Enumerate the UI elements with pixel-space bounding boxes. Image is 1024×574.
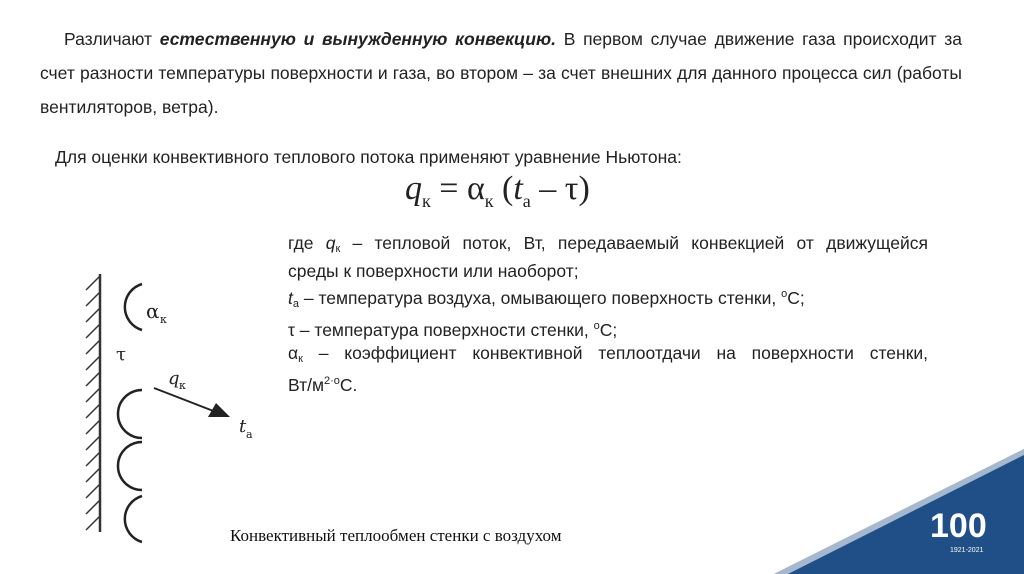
definition-tau xyxy=(288,315,928,341)
definition-alpha-sub: к xyxy=(298,352,303,365)
paragraph1-lead: Различают xyxy=(64,29,160,49)
newton-formula xyxy=(405,170,665,218)
eddy-arc-3 xyxy=(118,442,142,490)
paragraph-newton-intro: Для оценки конвективного теплового потока применяют уравнение Ньютона: xyxy=(55,147,682,167)
definition-alpha-unit-b: С. xyxy=(339,375,358,396)
diagram-caption: Конвективный теплообмен стенки с воздухом xyxy=(230,526,562,545)
eddy-arc-4 xyxy=(125,496,142,542)
formula-q-sub: к xyxy=(422,191,431,211)
diagram-t: t xyxy=(239,416,247,437)
definition-alpha-text: – коэффициент конвективной теплоотдачи на поверхности стенки, xyxy=(302,342,928,363)
diagram-q: q xyxy=(168,368,180,389)
definition-t-text: – температура воздуха, омывающего поверхность стенки, xyxy=(299,287,782,308)
definition-t-sup: о xyxy=(781,287,788,300)
convection-diagram xyxy=(70,262,270,544)
wall-hatching xyxy=(86,274,100,532)
logo-number: 100 xyxy=(930,507,987,545)
formula-equals: = xyxy=(430,170,467,207)
paragraph1-emphasis: естественную и вынужденную конвекцию. xyxy=(159,29,556,49)
eddy-arcs xyxy=(118,284,142,542)
formula-open: ( xyxy=(493,170,514,207)
definition-q xyxy=(288,232,928,260)
anniversary-logo xyxy=(774,449,1024,574)
formula-t-sub: а xyxy=(522,191,531,211)
definition-alpha-unit-a: Вт/м xyxy=(288,375,324,396)
diagram-tau: τ xyxy=(116,344,126,365)
heat-flow-arrow xyxy=(154,388,230,417)
definition-q-prefix: где xyxy=(288,233,326,253)
definition-t-unit: С; xyxy=(787,287,805,308)
definition-t xyxy=(288,283,928,315)
formula-alpha-sub: к xyxy=(484,191,494,211)
definition-alpha-cont xyxy=(288,370,928,396)
definition-q-cont: среды к поверхности или наоборот; xyxy=(288,261,579,282)
definition-q-sub: к xyxy=(335,243,341,255)
logo-years: 1921-2021 xyxy=(950,547,984,554)
formula-alpha: α xyxy=(466,170,485,207)
paragraph-convection-types xyxy=(40,22,962,124)
definitions-block xyxy=(288,232,928,396)
formula-q: q xyxy=(405,170,422,207)
definition-t-symbol: t xyxy=(288,287,293,308)
definition-q-text: – тепловой поток, Вт, передаваемый конвекцией от движущейся xyxy=(340,233,928,253)
definition-t-sub: а xyxy=(292,297,299,310)
definition-alpha-unit-sup: 2·о xyxy=(324,375,340,388)
formula-t: t xyxy=(513,170,523,207)
definition-tau-unit: С; xyxy=(599,320,618,341)
diagram-alpha: α xyxy=(146,299,160,323)
diagram-alpha-sub: к xyxy=(160,313,167,326)
formula-minus: – τ) xyxy=(530,170,590,207)
paragraph1-rest: В первом случае движение газа происходит за счет разности температуры поверхности и газа, во втором – за счет внешних для данного процесса сил (работы вентиляторов, ветра). xyxy=(40,29,962,117)
definition-q-symbol: q xyxy=(325,233,336,253)
eddy-arc-1 xyxy=(125,284,142,330)
definition-alpha xyxy=(288,342,928,370)
definition-tau-text: τ – температура поверхности стенки, xyxy=(288,320,594,341)
eddy-arc-2 xyxy=(118,390,142,438)
diagram-t-sub: а xyxy=(246,428,253,441)
definition-alpha-symbol: α xyxy=(288,342,299,363)
definition-tau-sup: о xyxy=(593,320,600,333)
diagram-q-sub: к xyxy=(179,379,186,392)
